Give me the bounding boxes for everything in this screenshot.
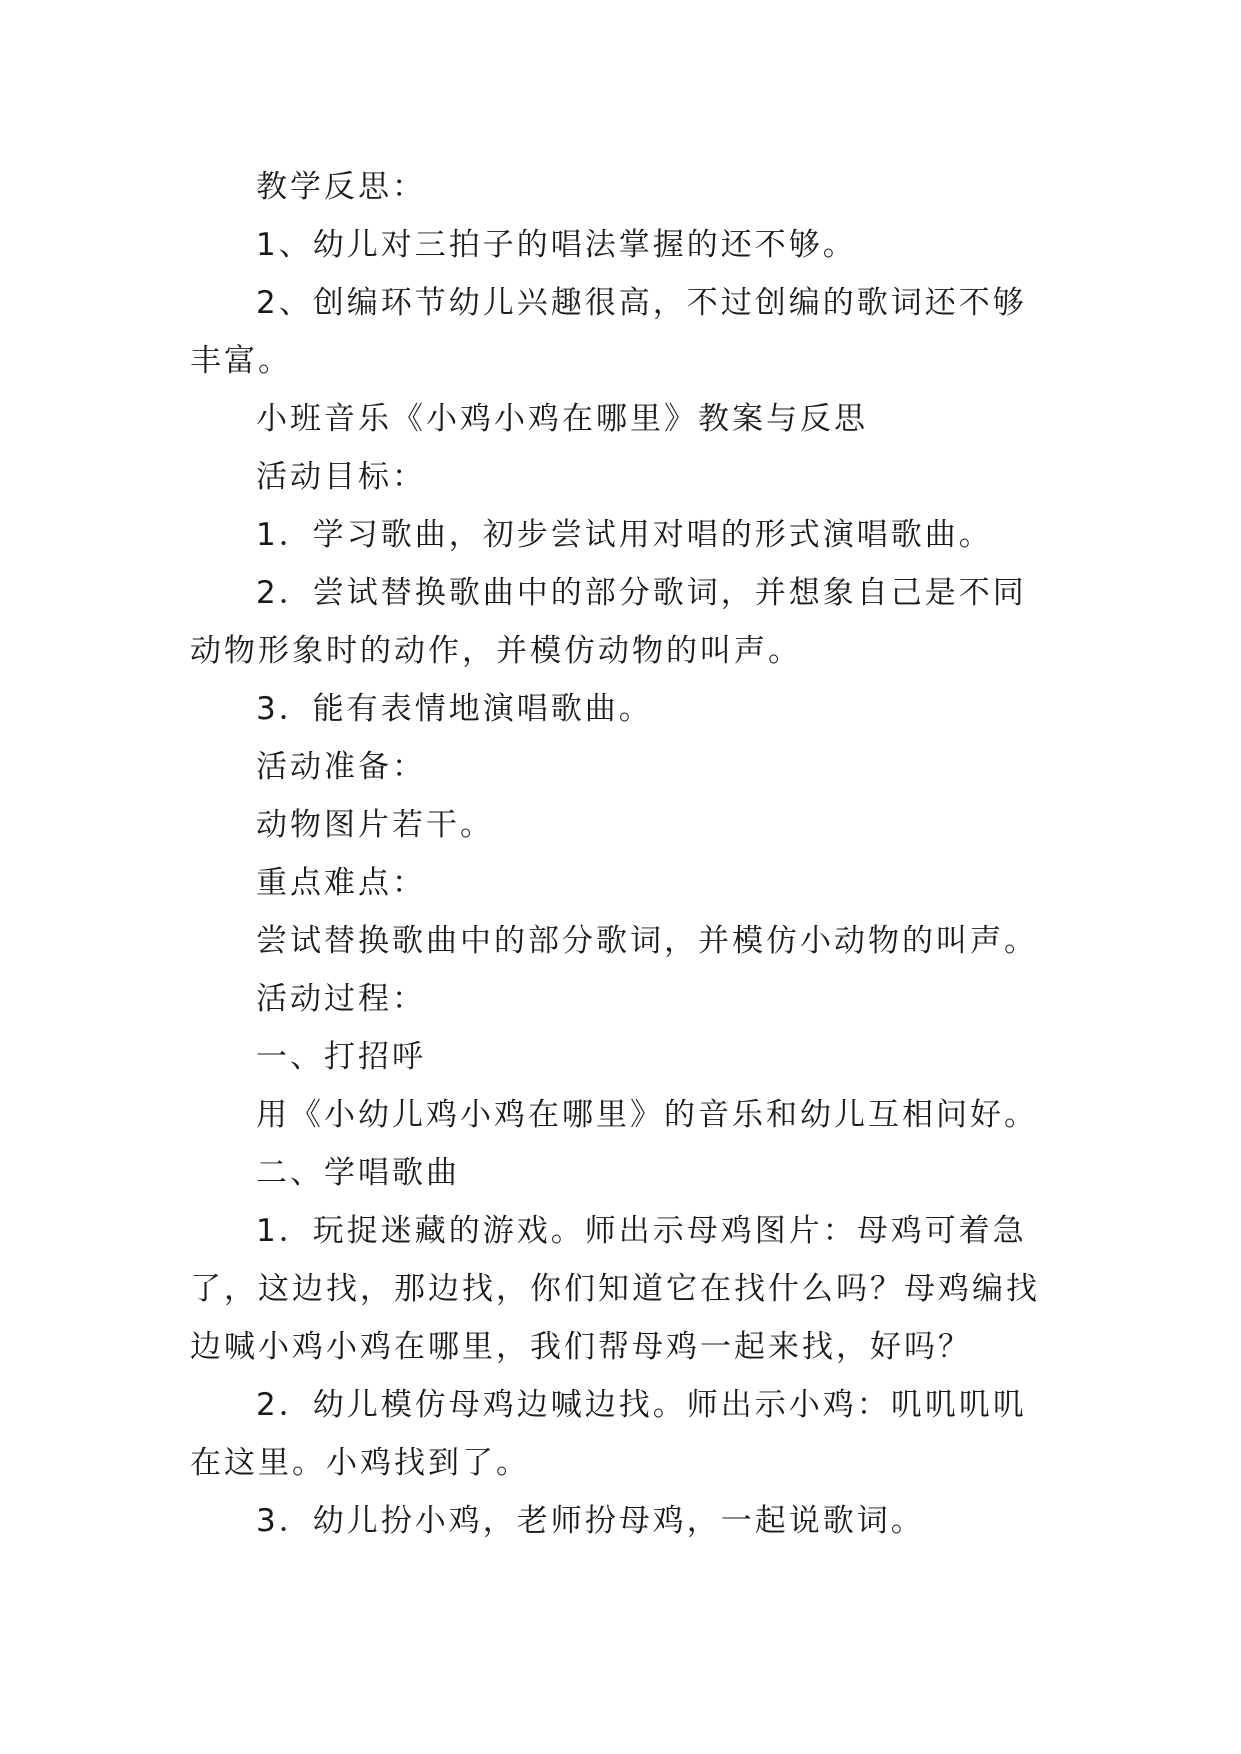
reflection-item-2: 2、创编环节幼儿兴趣很高，不过创编的歌词还不够丰富。 bbox=[190, 285, 1027, 379]
reflection-item-1: 1、幼儿对三拍子的唱法掌握的还不够。 bbox=[256, 227, 857, 263]
section-heading-process: 活动过程： bbox=[256, 981, 426, 1017]
process-step-1-text: 用《小幼儿鸡小鸡在哪里》的音乐和幼儿互相问好。 bbox=[256, 1097, 1038, 1133]
key-points-text: 尝试替换歌曲中的部分歌词，并模仿小动物的叫声。 bbox=[256, 923, 1038, 959]
process-step-2-item-2: 2．幼儿模仿母鸡边喊边找。师出示小鸡：叽叽叽叽在这里。小鸡找到了。 bbox=[190, 1387, 1027, 1481]
goal-item-1: 1．学习歌曲，初步尝试用对唱的形式演唱歌曲。 bbox=[256, 517, 993, 553]
process-step-1-heading: 一、打招呼 bbox=[256, 1039, 426, 1075]
goal-item-3: 3．能有表情地演唱歌曲。 bbox=[256, 691, 653, 727]
section-heading-goals: 活动目标： bbox=[256, 459, 426, 495]
document-body bbox=[190, 158, 1050, 1550]
preparation-text: 动物图片若干。 bbox=[256, 807, 494, 843]
section-heading-key-points: 重点难点： bbox=[256, 865, 426, 901]
section-heading-preparation: 活动准备： bbox=[256, 749, 426, 785]
goal-item-2: 2．尝试替换歌曲中的部分歌词，并想象自己是不同动物形象时的动作，并模仿动物的叫声。 bbox=[190, 575, 1027, 669]
lesson-title: 小班音乐《小鸡小鸡在哪里》教案与反思 bbox=[256, 401, 868, 437]
process-step-2-heading: 二、学唱歌曲 bbox=[256, 1155, 460, 1191]
process-step-2-item-3: 3．幼儿扮小鸡，老师扮母鸡，一起说歌词。 bbox=[256, 1503, 925, 1539]
process-step-2-item-1: 1．玩捉迷藏的游戏。师出示母鸡图片：母鸡可着急了，这边找，那边找，你们知道它在找什么吗？母鸡编找边喊小鸡小鸡在哪里，我们帮母鸡一起来找，好吗？ bbox=[190, 1213, 1040, 1365]
section-heading-reflection: 教学反思： bbox=[256, 169, 426, 205]
